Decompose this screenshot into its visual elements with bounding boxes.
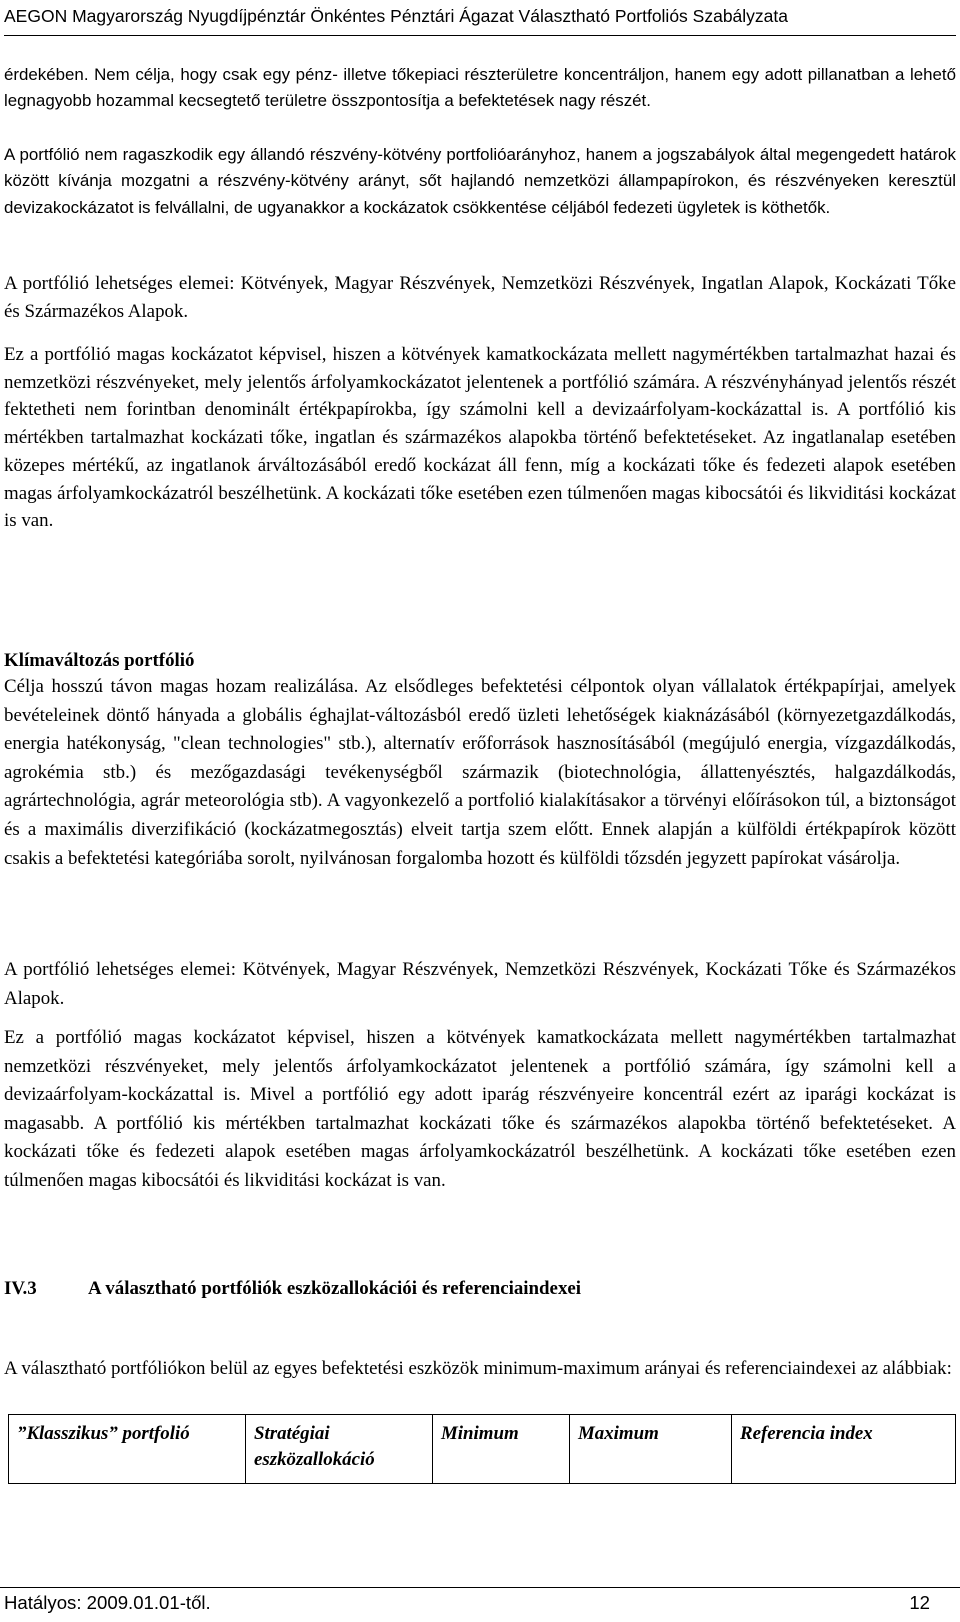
climate-heading: Klímaváltozás portfólió — [4, 650, 195, 671]
footer-divider — [0, 1587, 960, 1588]
table-header-cell: Minimum — [433, 1415, 570, 1484]
classic-paragraph-1: érdekében. Nem célja, hogy csak egy pénz- illetve tőkepiaci részterületre koncentráljon, hanem egy adott pillanatban a lehető legnagyobb hozammal kecsegtető területre összpontosítja a befektetések nagy részét. — [4, 65, 956, 111]
climate-paragraph-2: A portfólió lehetséges elemei: Kötvények, Magyar Részvények, Nemzetközi Részvények, Kockázati Tőke és Származékos Alapok. — [4, 959, 956, 1009]
header-divider — [4, 35, 956, 36]
classic-paragraph-3: A portfólió lehetséges elemei: Kötvények, Magyar Részvények, Nemzetközi Részvények, Ingatlan Alapok, Kockázati Tőke és Származékos Alapok. — [4, 273, 956, 322]
table-header-cell: Referencia index — [732, 1415, 956, 1484]
allocation-table — [8, 1414, 956, 1484]
climate-paragraph-3: Ez a portfólió magas kockázatot képvisel, hiszen a kötvények kamatkockázata mellett nagymértékben tartalmazhat nemzetközi részvényeket, mely jelentős árfolyamkockázatot jelentenek a portfólió számára, így számolni kell a devizaárfolyam-kockázattal is. Mivel a portfólió egy adott iparág részvényeire koncentrál ezért az iparági kockázat is magasabb. A portfólió kis mértékben tartalmazhat kockázati tőke és származékos alapokba történő befektetéseket. A kockázati tőke és fedezeti alapok esetében magas árfolyamkockázatról beszélhetünk. A kockázati tőke esetében ezen túlmenően magas kibocsátói és likviditási kockázat is van. — [4, 1027, 956, 1191]
climate-paragraph-1: Célja hosszú távon magas hozam realizálása. Az elsődleges befektetési célpontok olyan vállalatok értékpapírjai, amelyek bevételeinek döntő hányada a globális éghajlat-változásból eredő üzleti lehetőségek kiaknázásából (környezetgazdálkodás, energia hatékonyság, "clean technologies" stb.), alternatív erőforrások hasznosításából (megújuló energia, vízgazdálkodás, agrokémia stb.) és mezőgazdasági tevékenységből származik (biotechnológia, állattenyésztés, halgazdálkodás, agrártechnológia, agrár meteorológia stb). A vagyonkezelő a portfolió kialakításakor a törvényi előírásokon túl, a biztonságot és a maximális diverzifikáció (kockázatmegosztás) elveit tartja szem előtt. Ennek alapján a külföldi értékpapírok között csakis a befektetési kategóriába sorolt, nyilvánosan forgalomba hozott és külföldi tőzsdén jegyzett papírokat vásárolja. — [4, 676, 956, 869]
table-header-cell: ”Klasszikus” portfolió — [9, 1415, 246, 1484]
page-number: 12 — [909, 1592, 930, 1613]
classic-paragraph-4: Ez a portfólió magas kockázatot képvisel, hiszen a kötvények kamatkockázata mellett nagymértékben tartalmazhat hazai és nemzetközi részvényeket, mely jelentős árfolyamkockázatot jelentenek a portfólió számára. A részvényhányad jelentős részét fektetheti nem forintban denominált értékpapírokba, így számolni kell a devizaárfolyam-kockázattal is. A portfólió kis mértékben tartalmazhat kockázati tőke, ingatlan és származékos alapokba történő befektetéseket. Az ingatlanalap esetében közepes mértékű, az ingatlanok árváltozásából eredő kockázat áll fenn, míg a kockázati tőke és fedezeti alapok esetében magas árfolyamkockázatról beszélhetünk. A kockázati tőke esetében ezen túlmenően magas kibocsátói és likviditási kockázat is van. — [4, 344, 956, 532]
classic-paragraph-2: A portfólió nem ragaszkodik egy állandó részvény-kötvény portfolióarányhoz, hanem a jogszabályok által megengedett határok között kívánja mozgatni a részvény-kötvény arányt, sőt hajlandó nemzetközi állampapírokon, és részvényeken keresztül devizakockázatot is felvállalni, de ugyanakkor a kockázatok csökkentése céljából fedezeti ügyletek is köthetők. — [4, 145, 956, 217]
table-header-row — [9, 1415, 956, 1484]
table-header-cell: Stratégiai eszközallokáció — [246, 1415, 433, 1484]
page-header: AEGON Magyarország Nyugdíjpénztár Önkéntes Pénztári Ágazat Választható Portfoliós Szabályzata — [4, 6, 789, 26]
section-number: IV.3 — [4, 1278, 37, 1299]
section-intro: A választható portfóliókon belül az egyes befektetési eszközök minimum-maximum arányai és referenciaindexei az alábbiak: — [4, 1358, 952, 1379]
section-title: A választható portfóliók eszközallokációi és referenciaindexei — [88, 1278, 582, 1299]
table-header-cell: Maximum — [570, 1415, 732, 1484]
effective-date: Hatályos: 2009.01.01-től. — [4, 1592, 211, 1613]
